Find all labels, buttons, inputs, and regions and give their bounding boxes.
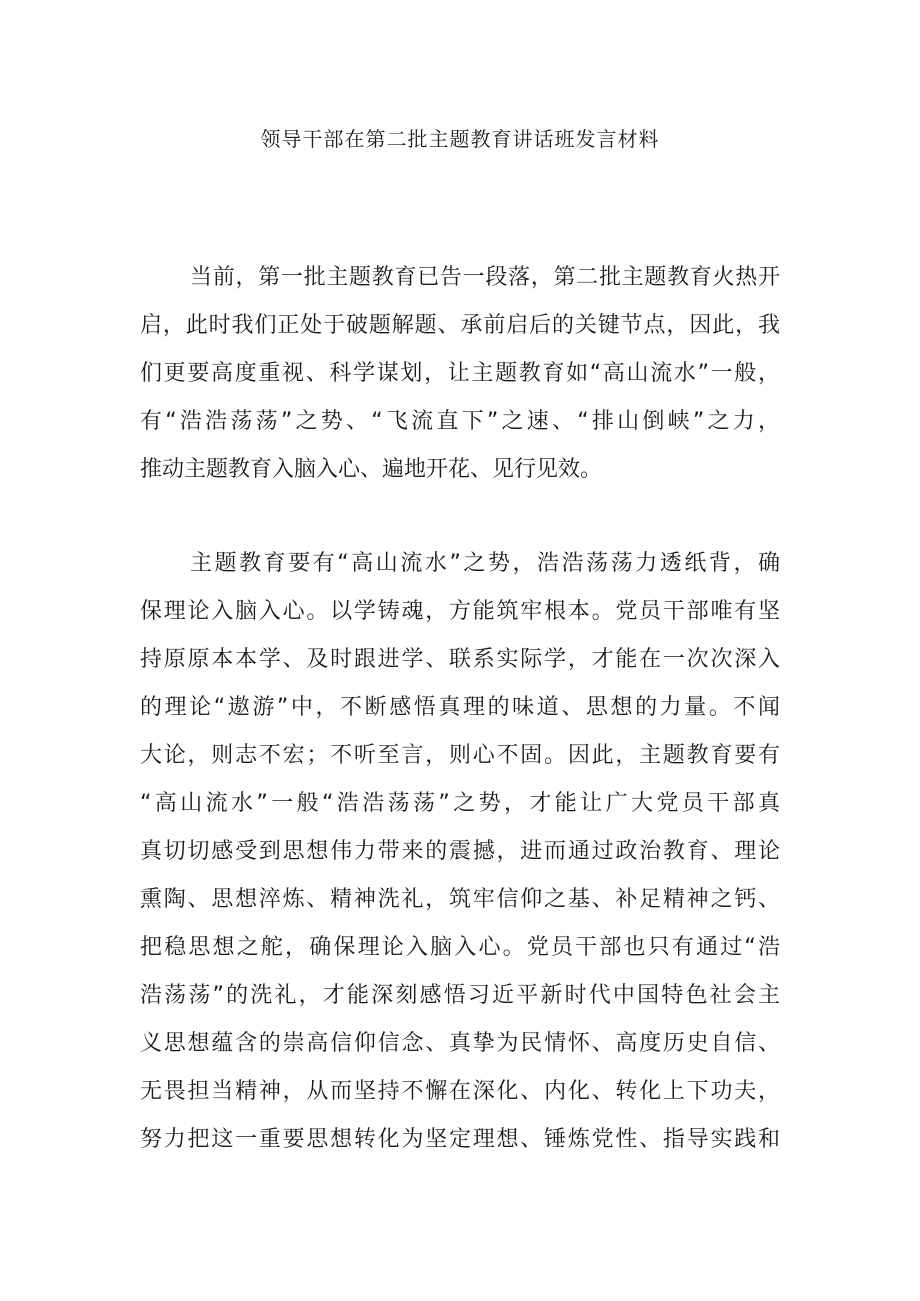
paragraph-line: 持原原本本学、及时跟进学、联系实际学，才能在一次次深入 [140, 647, 780, 672]
paragraph-line: 有“浩浩荡荡”之势、“飞流直下”之速、“排山倒峡”之力， [140, 409, 780, 434]
paragraph-line: 们更要高度重视、科学谋划，让主题教育如“高山流水”一般， [140, 361, 780, 386]
document-title: 领导干部在第二批主题教育讲话班发言材料 [260, 127, 660, 151]
paragraph-line: 熏陶、思想淬炼、精神洗礼，筑牢信仰之基、补足精神之钙、 [140, 887, 780, 912]
paragraph-line: 努力把这一重要思想转化为坚定理想、锤炼党性、指导实践和 [140, 1127, 780, 1152]
paragraph-line: 无畏担当精神，从而坚持不懈在深化、内化、转化上下功夫， [140, 1079, 780, 1104]
paragraph-1 [140, 254, 780, 494]
paragraph-line: 启，此时我们正处于破题解题、承前启后的关键节点，因此，我 [140, 313, 780, 338]
paragraph-line: 的理论“遨游”中，不断感悟真理的味道、思想的力量。不闻 [140, 695, 780, 720]
paragraph-line: 义思想蕴含的崇高信仰信念、真挚为民情怀、高度历史自信、 [140, 1031, 780, 1056]
paragraph-line: 真切切感受到思想伟力带来的震撼，进而通过政治教育、理论 [140, 839, 780, 864]
paragraph-line: 浩荡荡”的洗礼，才能深刻感悟习近平新时代中国特色社会主 [140, 983, 780, 1008]
paragraph-line: 主题教育要有“高山流水”之势，浩浩荡荡力透纸背，确 [190, 551, 780, 576]
paragraph-line: 推动主题教育入脑入心、遍地开花、见行见效。 [140, 457, 603, 482]
paragraph-line: 把稳思想之舵，确保理论入脑入心。党员干部也只有通过“浩 [140, 935, 780, 960]
paragraph-line: 保理论入脑入心。以学铸魂，方能筑牢根本。党员干部唯有坚 [140, 599, 780, 624]
paragraph-line: “高山流水”一般“浩浩荡荡”之势，才能让广大党员干部真 [140, 791, 780, 816]
paragraph-line: 大论，则志不宏；不听至言，则心不固。因此，主题教育要有 [140, 743, 780, 768]
paragraph-line: 当前，第一批主题教育已告一段落，第二批主题教育火热开 [190, 265, 780, 290]
paragraph-2 [140, 540, 780, 1164]
